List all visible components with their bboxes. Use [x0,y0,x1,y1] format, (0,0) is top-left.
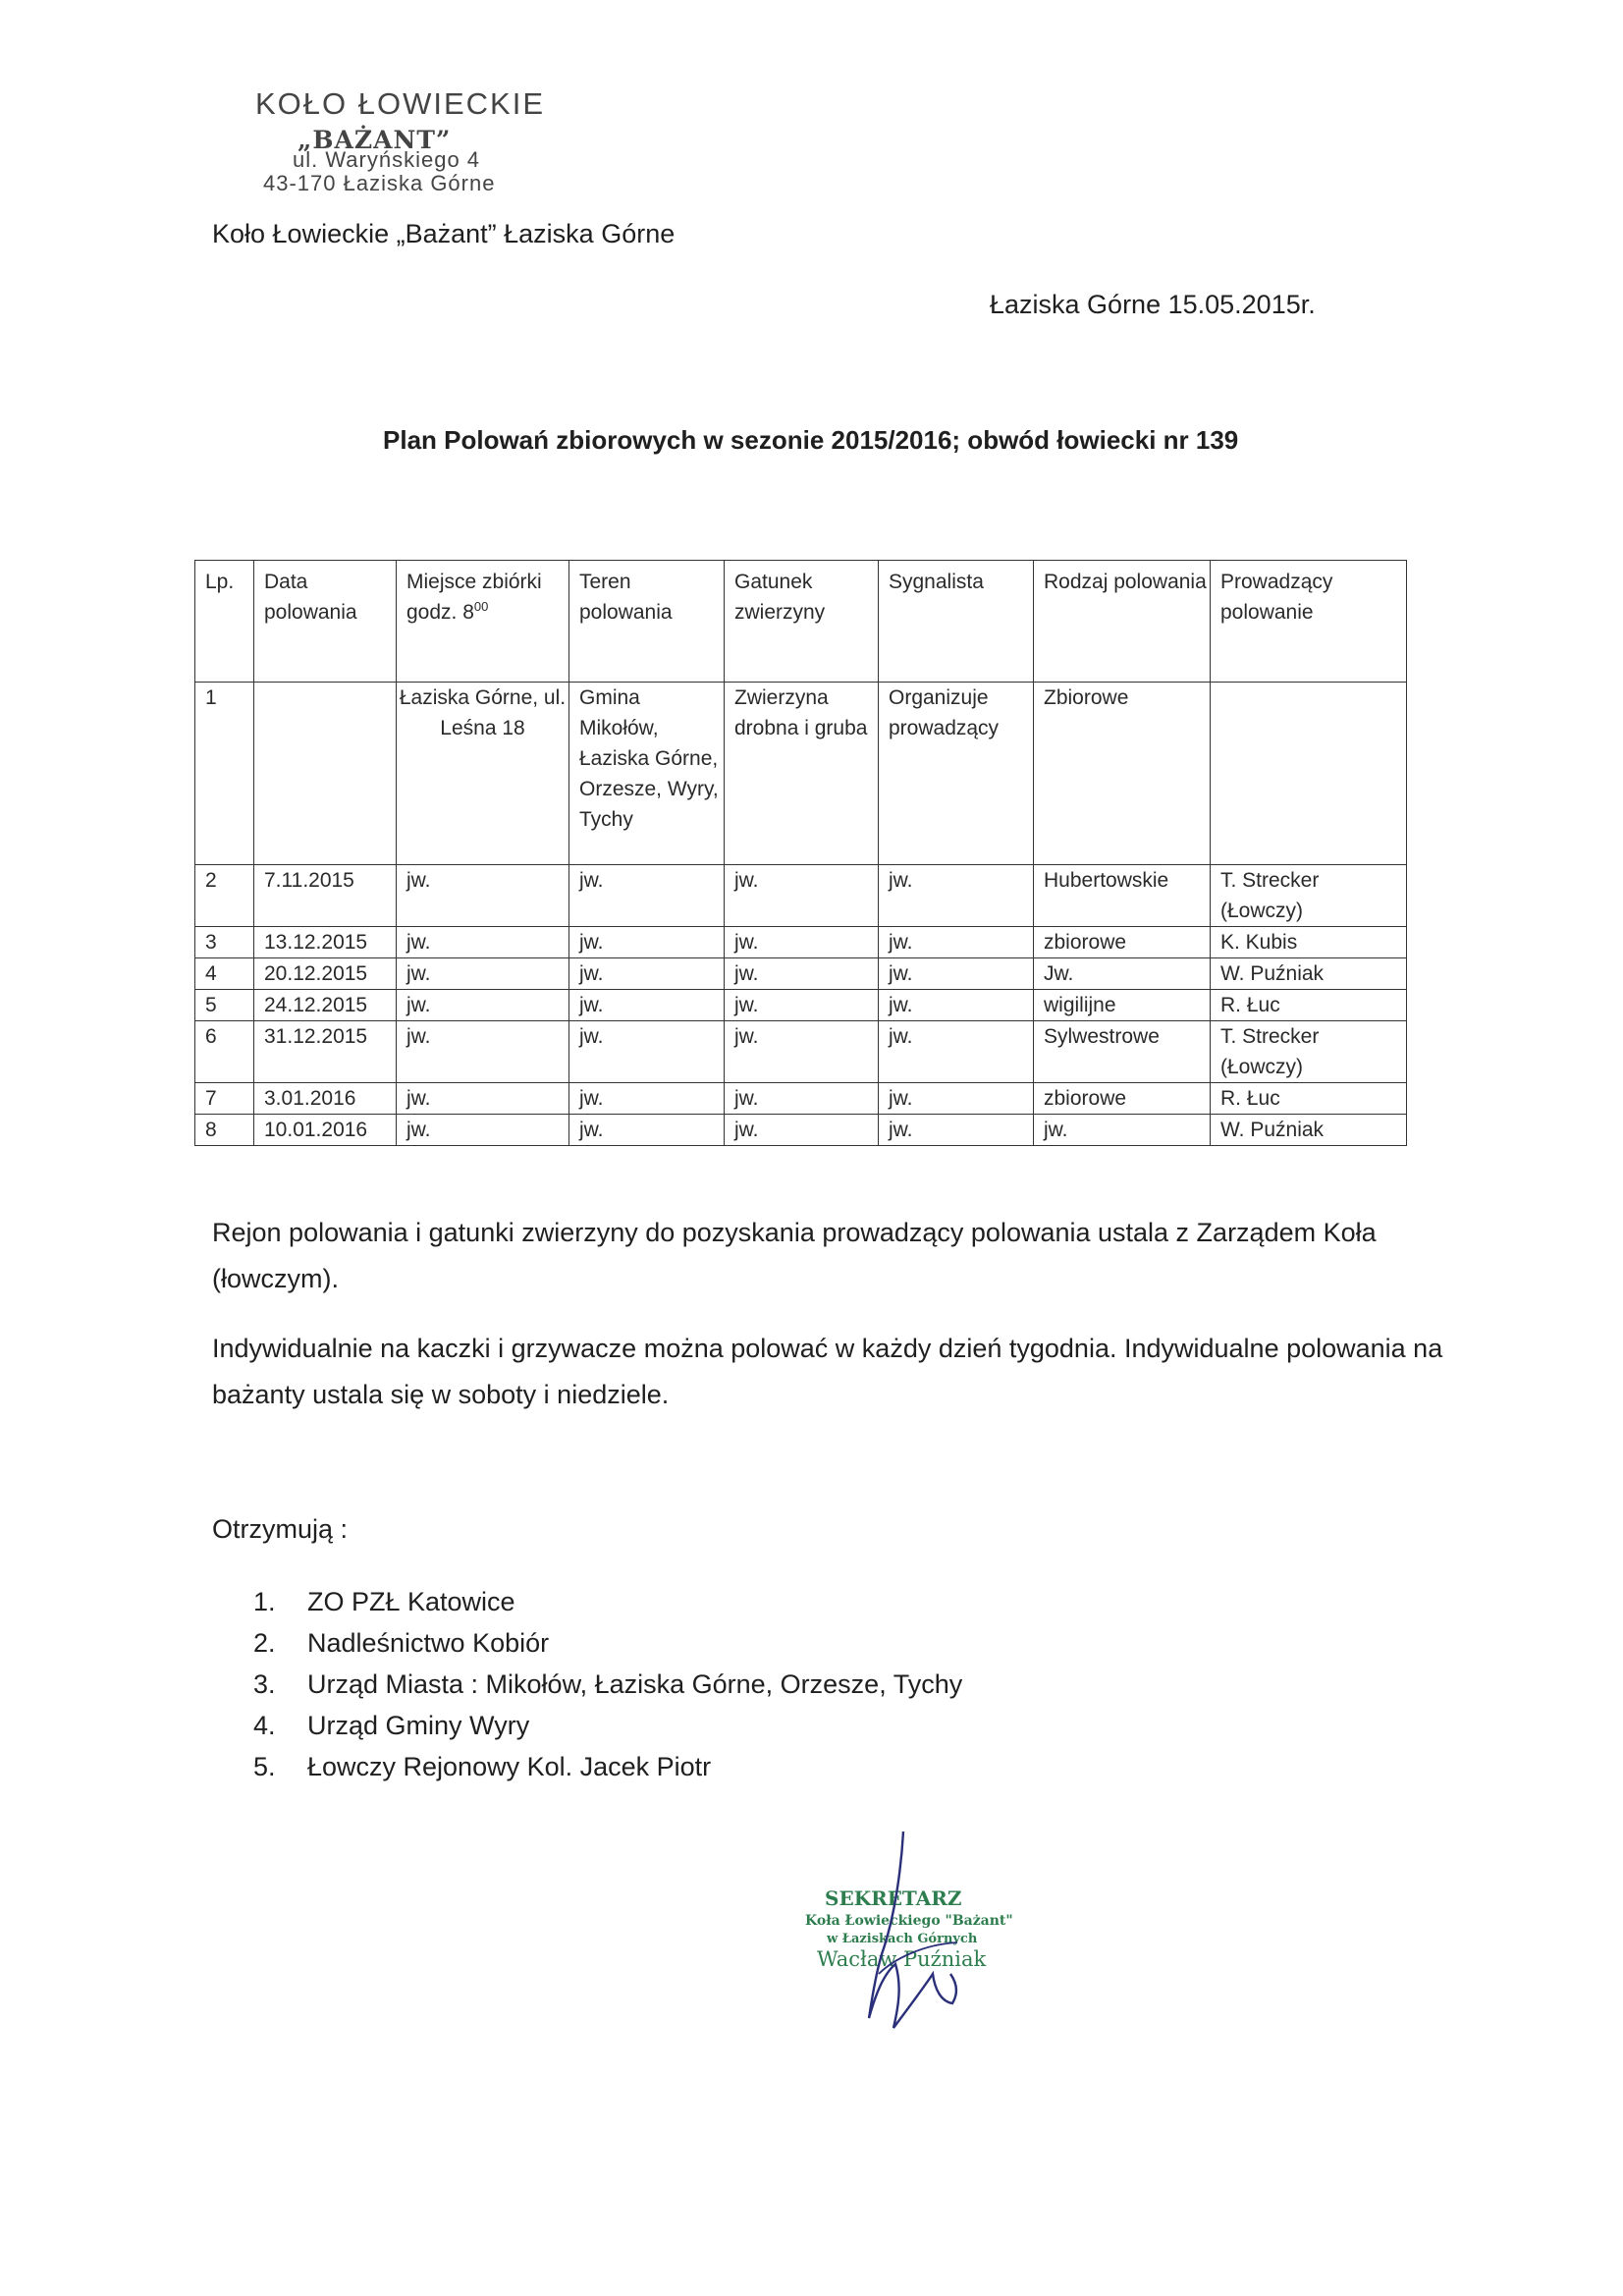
table-cell: T. Strecker (Łowczy) [1211,1021,1407,1083]
table-cell: jw. [397,958,569,990]
list-item-text: Urząd Gminy Wyry [307,1711,530,1740]
table-cell: zbiorowe [1034,1083,1211,1115]
document-date: Łaziska Górne 15.05.2015r. [990,290,1316,319]
table-cell: jw. [725,1021,879,1083]
list-item [253,1664,962,1705]
list-item [253,1622,962,1664]
table-cell: jw. [397,1083,569,1115]
table-header-row [195,561,1407,683]
table-cell: jw. [1034,1115,1211,1146]
table-cell: 31.12.2015 [254,1021,397,1083]
table-cell: 8 [195,1115,254,1146]
table-cell: W. Puźniak [1211,958,1407,990]
table-cell: jw. [879,1115,1034,1146]
table-cell: jw. [725,1115,879,1146]
table-cell: W. Puźniak [1211,1115,1407,1146]
table-cell: jw. [397,865,569,927]
header-cell-text: Miejsce zbiórki godz. 8 [406,571,542,624]
seal-line-2: Koła Łowieckiego "Bażant" [805,1913,1013,1929]
table-cell: Zwierzyna drobna i gruba [725,683,879,865]
table-cell: jw. [569,990,725,1021]
stamp-line-2: „BAŻANT” [298,126,452,154]
table-cell: R. Łuc [1211,1083,1407,1115]
document-title: Plan Polowań zbiorowych w sezonie 2015/2016; obwód łowiecki nr 139 [383,425,1239,455]
header-cell: Gatunek zwierzyny [725,561,879,683]
table-cell: jw. [725,1083,879,1115]
header-cell [397,561,569,683]
header-cell: Teren polowania [569,561,725,683]
table-cell: Jw. [1034,958,1211,990]
table-cell: K. Kubis [1211,927,1407,958]
table-cell: Gmina Mikołów, Łaziska Górne, Orzesze, Wyry, Tychy [569,683,725,865]
organization-name: Koło Łowieckie „Bażant” Łaziska Górne [212,219,676,248]
list-item-number: 3. [253,1669,276,1699]
table-row [195,1115,1407,1146]
table-cell: jw. [569,958,725,990]
header-cell: Prowadzący polowanie [1211,561,1407,683]
table-row [195,1021,1407,1083]
table-cell: jw. [879,865,1034,927]
signature-icon [869,1831,956,2028]
list-item-text: Nadleśnictwo Kobiór [307,1628,550,1658]
table-cell: jw. [879,1083,1034,1115]
table-cell: jw. [397,990,569,1021]
recipients-label: Otrzymują : [212,1514,349,1544]
table-row [195,990,1407,1021]
list-item-number: 4. [253,1711,276,1740]
table-cell: jw. [569,1115,725,1146]
table-cell: jw. [879,927,1034,958]
table-cell: jw. [725,958,879,990]
table-cell [1211,683,1407,865]
hunting-plan-table [194,560,1407,1146]
table-cell: T. Strecker (Łowczy) [1211,865,1407,927]
seal-line-1: SEKRETARZ [825,1886,962,1910]
seal-line-3: w Łaziskach Górnych [827,1932,978,1946]
table-cell: Zbiorowe [1034,683,1211,865]
list-item-number: 1. [253,1587,276,1616]
list-item [253,1705,962,1746]
table-cell: Sylwestrowe [1034,1021,1211,1083]
table-cell: 20.12.2015 [254,958,397,990]
secretary-seal [785,1827,1051,2062]
list-item [253,1746,962,1787]
table-cell: jw. [397,927,569,958]
table-cell: 7 [195,1083,254,1115]
table-cell: jw. [397,1021,569,1083]
table-cell: jw. [397,1115,569,1146]
recipients-list [253,1581,962,1787]
table-cell: wigilijne [1034,990,1211,1021]
table-cell: Hubertowskie [1034,865,1211,927]
table-cell: 4 [195,958,254,990]
list-item-number: 2. [253,1628,276,1658]
table-cell: R. Łuc [1211,990,1407,1021]
table-cell: jw. [725,990,879,1021]
table-cell: zbiorowe [1034,927,1211,958]
header-cell: Rodzaj polowania [1034,561,1211,683]
header-cell: Sygnalista [879,561,1034,683]
table-cell: 7.11.2015 [254,865,397,927]
table-row [195,1083,1407,1115]
table-cell: jw. [569,927,725,958]
table-cell: jw. [725,865,879,927]
table-cell: 3.01.2016 [254,1083,397,1115]
table-cell: jw. [725,927,879,958]
table-cell: 13.12.2015 [254,927,397,958]
header-cell: Lp. [195,561,254,683]
table-row [195,958,1407,990]
table-cell: 3 [195,927,254,958]
stamp-line-1: KOŁO ŁOWIECKIE [255,86,546,121]
table-cell [254,683,397,865]
table-cell: jw. [569,1021,725,1083]
list-item-text: Urząd Miasta : Mikołów, Łaziska Górne, Orzesze, Tychy [307,1669,963,1699]
stamp-line-4: 43-170 Łaziska Górne [263,171,496,195]
list-item-text: Łowczy Rejonowy Kol. Jacek Piotr [307,1752,712,1781]
table-cell: jw. [879,1021,1034,1083]
table-cell: Organizuje prowadzący [879,683,1034,865]
table-row [195,683,1407,865]
table-cell: Łaziska Górne, ul. Leśna 18 [397,683,569,865]
table-cell: jw. [879,990,1034,1021]
list-item [253,1581,962,1622]
table-cell: 1 [195,683,254,865]
paragraph-individual: Indywidualnie na kaczki i grzywacze można polować w każdy dzień tygodnia. Indywidualne polowania na bażanty ustala się w soboty i niedziele. [212,1334,1443,1409]
table-cell: jw. [569,1083,725,1115]
table-cell: 2 [195,865,254,927]
table-cell: jw. [569,865,725,927]
table-cell: 10.01.2016 [254,1115,397,1146]
table-cell: jw. [879,958,1034,990]
header-cell: Data polowania [254,561,397,683]
table-cell: 24.12.2015 [254,990,397,1021]
seal-line-4: Wacław Puźniak [817,1947,987,1971]
paragraph-region: Rejon polowania i gatunki zwierzyny do pozyskania prowadzący polowania ustala z Zarządem Koła (łowczym). [212,1218,1377,1293]
list-item-number: 5. [253,1752,276,1781]
table-row [195,865,1407,927]
seal-graphic [785,1827,1051,2062]
table-row [195,927,1407,958]
stamp-line-3: ul. Waryńskiego 4 [293,147,481,172]
header-superscript: 00 [473,599,489,614]
table-cell: 5 [195,990,254,1021]
list-item-text: ZO PZŁ Katowice [307,1587,515,1616]
table-cell: 6 [195,1021,254,1083]
